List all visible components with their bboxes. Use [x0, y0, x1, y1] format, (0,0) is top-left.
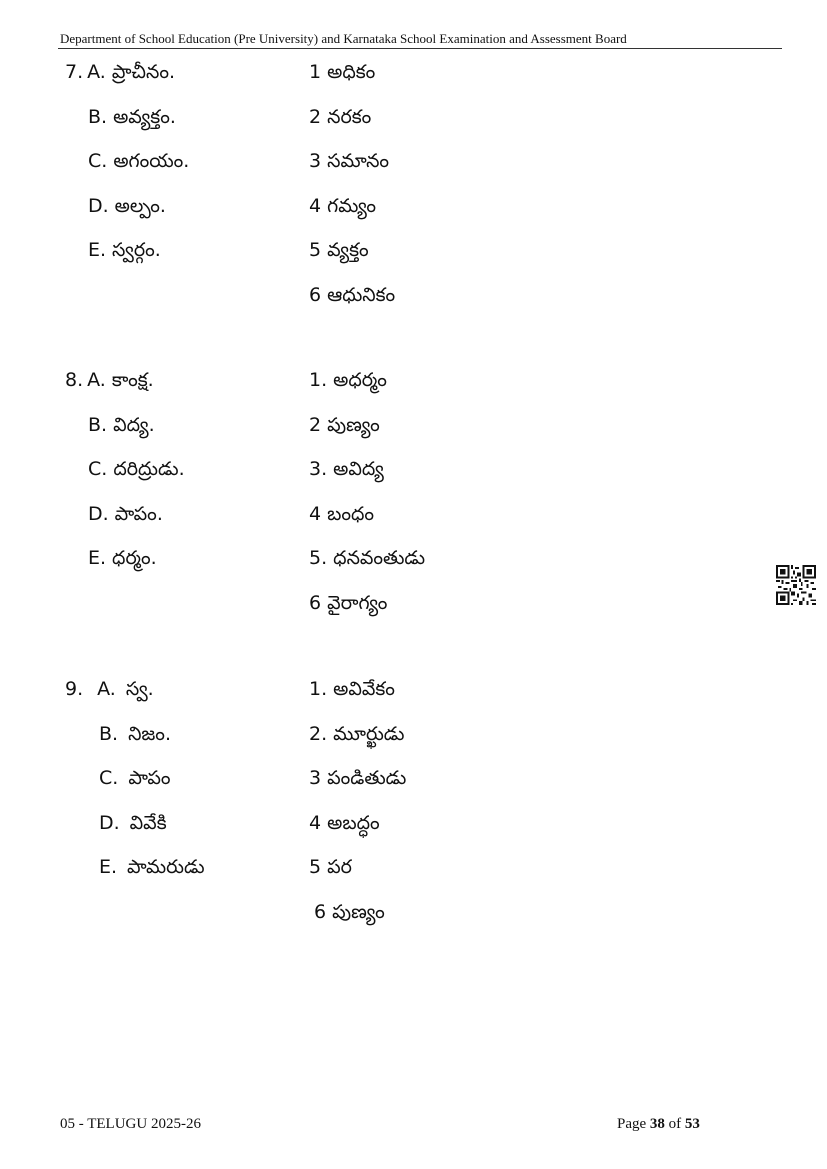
option-letter: B. [99, 723, 119, 745]
match-row [0, 191, 827, 221]
option-word: నిజం. [128, 723, 171, 745]
match-option: 6 పుణ్యం [314, 901, 385, 923]
match-row [0, 365, 827, 395]
match-option: 5 పర [309, 856, 352, 878]
match-row [0, 674, 827, 704]
match-option: 4 అబద్ధం [309, 812, 380, 834]
question-number: 9. [65, 678, 84, 700]
option-word: పాపం. [114, 503, 163, 525]
page-of: of [668, 1116, 682, 1132]
qr-code-icon [776, 565, 816, 605]
option-letter: A. [97, 678, 116, 700]
match-row [0, 499, 827, 529]
option-word: అగంయం. [113, 150, 190, 172]
match-row [0, 102, 827, 132]
match-option: 3. అవిద్య [309, 458, 384, 480]
option-letter: E. [99, 856, 118, 878]
match-option: 3 సమానం [309, 150, 390, 172]
match-row [0, 808, 827, 838]
match-row [0, 410, 827, 440]
match-option: 6 వైరాగ్యం [309, 592, 388, 614]
match-option: 1. అవివేకం [309, 678, 395, 700]
footer-subject: 05 - TELUGU 2025-26 [60, 1116, 201, 1132]
option-word: స్వ. [125, 678, 154, 700]
page-current: 38 [649, 1116, 665, 1132]
match-row [0, 763, 827, 793]
option-word: దరిద్రుడు. [113, 458, 185, 480]
match-option: 2. మూర్ఖుడు [309, 723, 405, 745]
match-option: 1 అధికం [309, 61, 376, 83]
option-word: పాపం [128, 767, 171, 789]
match-option: 3 పండితుడు [309, 767, 407, 789]
match-row [0, 719, 827, 749]
option-word: స్వర్గం. [112, 239, 161, 261]
match-option: 5 వ్యక్తం [309, 239, 369, 261]
match-option: 1. అధర్మం [309, 369, 387, 391]
match-row [0, 897, 827, 927]
option-word: విద్య. [113, 414, 155, 436]
option-letter: C. [99, 767, 119, 789]
match-row [0, 57, 827, 87]
option-letter: A. [87, 369, 106, 391]
option-word: అల్పం. [114, 195, 166, 217]
option-word: ప్రాచీనం. [111, 61, 175, 83]
match-option: 4 గమ్యం [309, 195, 377, 217]
match-option: 6 ఆధునికం [309, 284, 396, 306]
option-letter: D. [88, 503, 109, 525]
option-letter: E. [88, 239, 107, 261]
match-option: 2 పుణ్యం [309, 414, 380, 436]
option-letter: C. [88, 458, 108, 480]
option-letter: E. [88, 547, 107, 569]
match-option: 4 బంధం [309, 503, 375, 525]
match-row [0, 146, 827, 176]
question-number: 8. [65, 369, 84, 391]
header-divider [58, 48, 782, 49]
option-word: ధర్మం. [112, 547, 157, 569]
option-word: కాంక్ష. [111, 369, 154, 391]
match-row [0, 543, 827, 573]
page-total: 53 [684, 1116, 700, 1132]
page-header: Department of School Education (Pre University) and Karnataka School Examination and Assessment Board [60, 31, 627, 46]
option-letter: C. [88, 150, 108, 172]
page-number [617, 1116, 700, 1133]
page-label: Page [617, 1116, 647, 1132]
match-option: 2 నరకం [309, 106, 372, 128]
match-row [0, 280, 827, 310]
match-option: 5. ధనవంతుడు [309, 547, 426, 569]
match-row [0, 588, 827, 618]
option-letter: D. [99, 812, 120, 834]
option-word: అవ్యక్తం. [113, 106, 176, 128]
question-number: 7. [65, 61, 84, 83]
option-letter: B. [88, 414, 108, 436]
option-letter: B. [88, 106, 108, 128]
option-letter: A. [87, 61, 106, 83]
match-row [0, 852, 827, 882]
match-row [0, 235, 827, 265]
option-letter: D. [88, 195, 109, 217]
option-word: పామరుడు [127, 856, 205, 878]
match-row [0, 454, 827, 484]
option-word: వివేకి [129, 812, 167, 834]
